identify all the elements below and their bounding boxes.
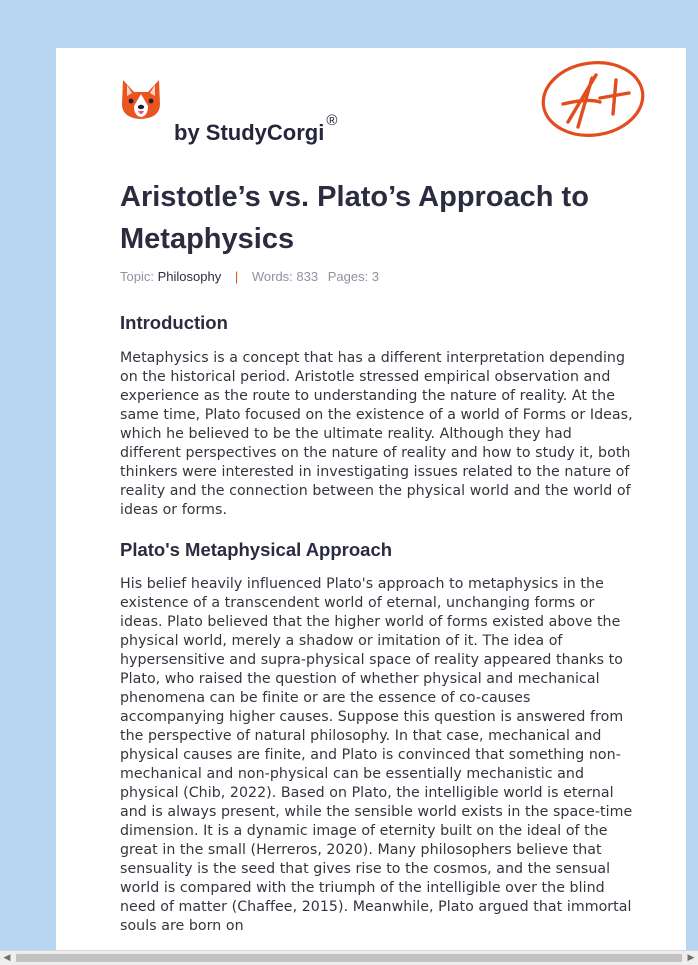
page-count: Pages: 3 [327, 269, 380, 284]
scroll-left-arrow-icon[interactable]: ◀ [3, 953, 11, 963]
topic-link[interactable]: Philosophy [157, 269, 222, 284]
corgi-icon [120, 76, 162, 122]
page-title: Aristotle’s vs. Plato’s Approach to Metaphysics [120, 181, 589, 255]
scroll-right-arrow-icon[interactable]: ▶ [687, 953, 695, 963]
section-heading-introduction: Introduction [120, 312, 228, 333]
brand-name-text: by StudyCorgi [174, 120, 325, 145]
section-heading-plato: Plato's Metaphysical Approach [120, 539, 393, 560]
scrollbar-thumb[interactable] [16, 954, 682, 962]
section-text-introduction: Metaphysics is a concept that has a different interpretation depending on the historical period. Aristotle stressed empirical observation and experience as the route to understanding the nature of reality. At the same time, Plato focused on the existence of a world of Forms or Ideas, which he believed to be the ultimate reality. Although they had different perspectives on the nature of reality and how to study it, both thinkers were interested in investigating issues related to the nature of reality and the connection between the physical world and the world of ideas or forms. [120, 350, 633, 518]
section-text-plato: His belief heavily influenced Plato's approach to metaphysics in the existence of a transcendent world of eternal, unchanging forms or ideas. Plato believed that the higher world of forms existed above the physical world, merely a shadow or imitation of it. The idea of hypersensitive and supra-physical space of reality appeared thanks to Plato, who raised the question of whether physical and mechanical phenomena can be finite or are the essence of co-causes accompanying higher causes. Suppose this question is answered from the perspective of natural philosophy. In that case, mechanical and physical causes are finite, and Plato is convinced that something non-mechanical and non-physical can be essentially mechanistic and physical (Chib, 2022). Based on Plato, the intelligible world is eternal and is always present, while the sensible world exists in the space-time dimension. It is a dynamic image of eternity built on the ideal of the great in the small (Herreros, 2020). Many philosophers believe that sensuality is the seed that gives rise to the cosmos, and the sensual world is compared with the triumph of the intelligible over the blind need of matter (Chaffee, 2015). Meanwhile, Plato argued that immortal souls are born on [120, 576, 633, 934]
registered-mark: ® [326, 112, 338, 129]
horizontal-scrollbar[interactable] [0, 950, 698, 965]
document-meta [120, 269, 379, 284]
brand-name [174, 112, 338, 146]
word-count: Words: 833 [251, 269, 319, 284]
meta-separator: | [234, 269, 239, 284]
a-plus-grade-icon [538, 58, 648, 140]
document-page [56, 48, 686, 964]
topic-label: Topic: [120, 269, 154, 284]
